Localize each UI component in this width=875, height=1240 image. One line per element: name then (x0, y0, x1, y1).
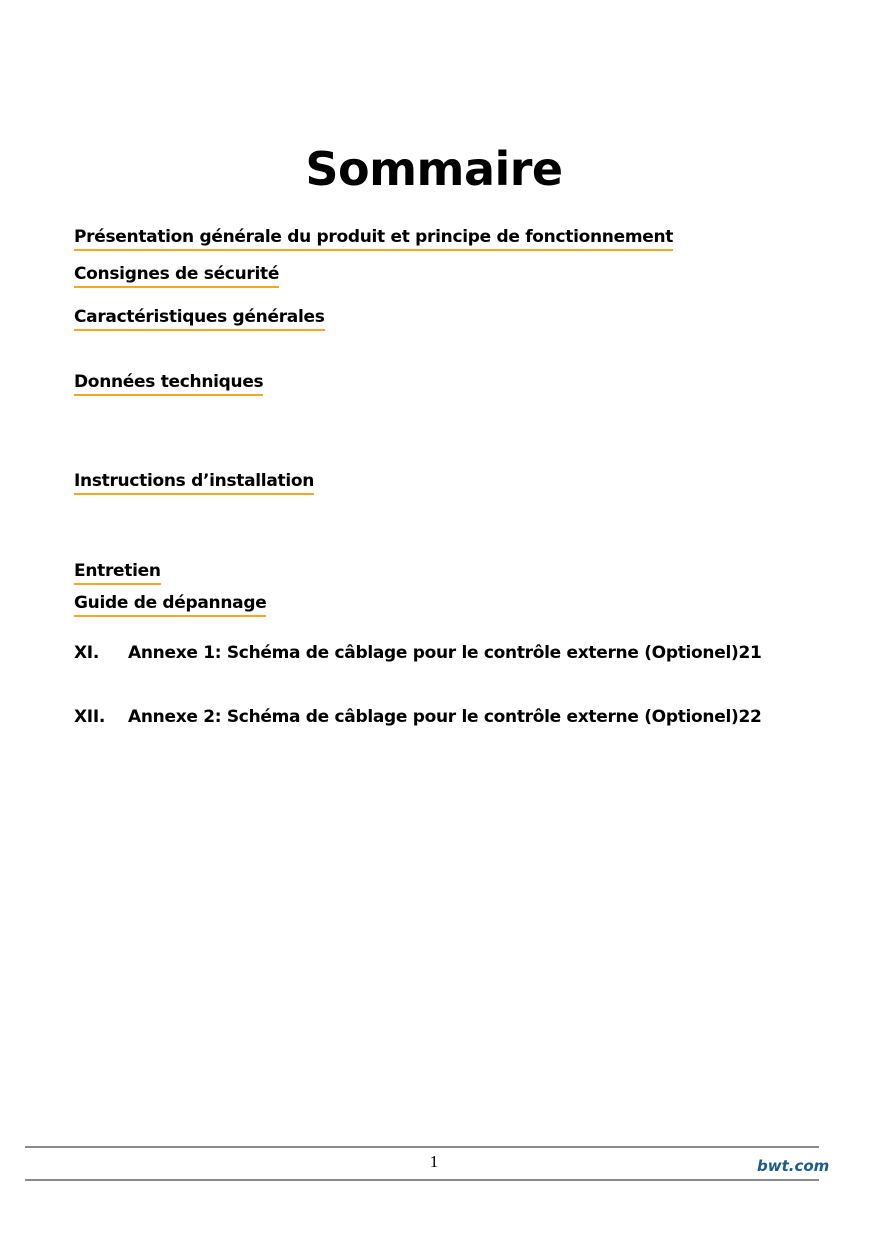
toc-link-consignes-securite[interactable]: Consignes de sécurité (74, 263, 279, 288)
toc-link-presentation[interactable]: Présentation générale du produit et principe de fonctionnement (74, 226, 673, 251)
annex-label: Annexe 1: Schéma de câblage pour le contrôle externe (Optionel) (128, 643, 739, 663)
toc-link-caracteristiques[interactable]: Caractéristiques générales (74, 306, 325, 331)
bwt-logo (756, 1151, 830, 1177)
toc-link-instructions-installation[interactable]: Instructions d’installation (74, 470, 314, 495)
annex-label: Annexe 2: Schéma de câblage pour le contrôle externe (Optionel) (128, 707, 739, 727)
toc-link-donnees-techniques[interactable]: Données techniques (74, 371, 263, 396)
bwt-logo-text: bwt.com (757, 1157, 830, 1175)
page-number: 1 (429, 1152, 439, 1171)
toc-annex-2[interactable] (74, 706, 762, 728)
footer-bottom-rule (25, 1179, 819, 1181)
annex-number: XI. (74, 643, 99, 663)
annex-page-number: 22 (738, 707, 762, 727)
annex-page-number: 21 (738, 643, 762, 663)
annex-number: XII. (74, 707, 106, 727)
toc-link-guide-depannage[interactable]: Guide de dépannage (74, 592, 266, 617)
toc-annex-1[interactable] (74, 642, 762, 664)
footer-top-rule (25, 1146, 819, 1148)
page-title: Sommaire (305, 141, 563, 196)
toc-link-entretien[interactable]: Entretien (74, 560, 161, 585)
